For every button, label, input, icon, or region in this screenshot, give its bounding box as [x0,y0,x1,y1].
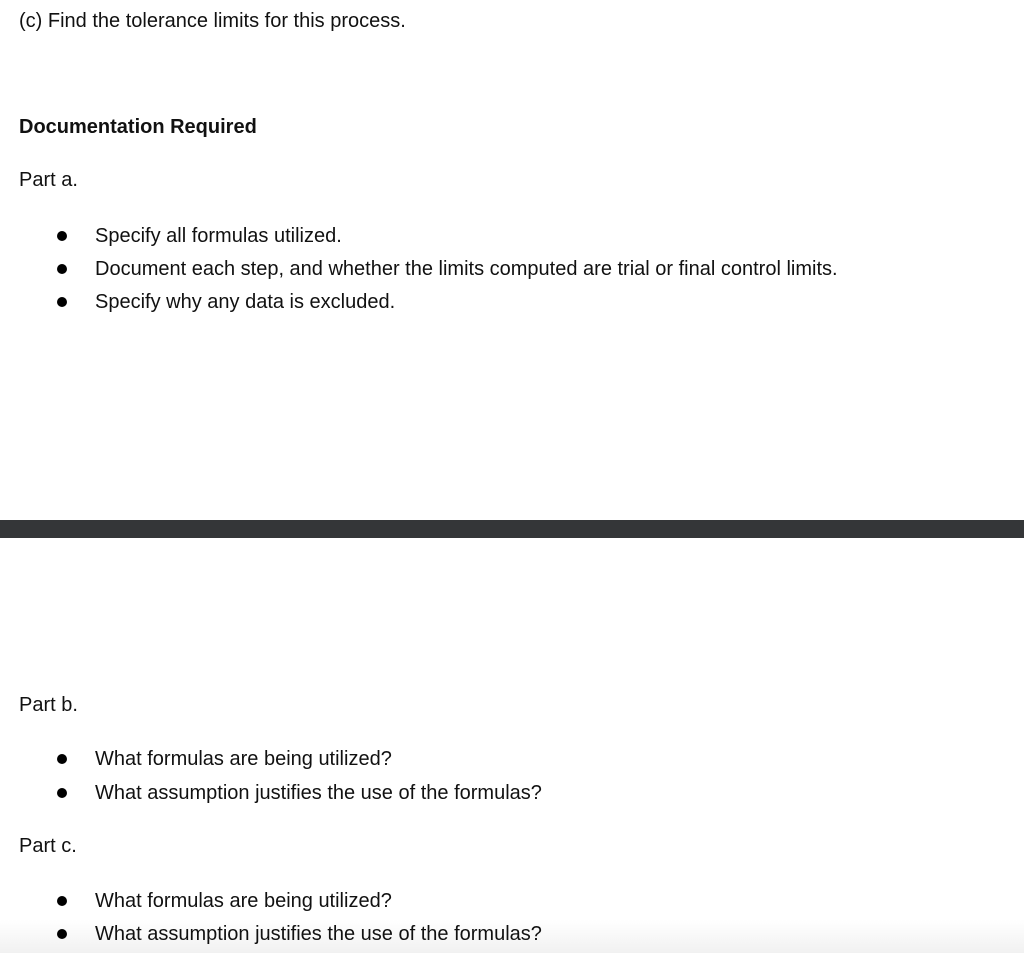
part-a-bullet-item [0,222,1000,250]
question-c-text: (c) Find the tolerance limits for this process. [19,10,406,32]
document-page-2 [0,538,1024,953]
part-c-bullet-item [0,920,1000,948]
documentation-heading: Documentation Required [19,116,257,138]
bullet-icon [57,297,67,307]
part-b-bullet-item [0,745,1000,773]
bullet-icon [57,264,67,274]
bullet-icon [57,788,67,798]
bullet-icon [57,896,67,906]
part-b-bullet-text: What assumption justifies the use of the formulas? [95,782,542,804]
part-a-label: Part a. [19,169,78,191]
bullet-icon [57,929,67,939]
part-a-bullet-text: Specify all formulas utilized. [95,225,342,247]
part-b-label: Part b. [19,694,78,716]
bullet-icon [57,231,67,241]
bullet-icon [57,754,67,764]
part-c-label: Part c. [19,835,77,857]
part-c-bullet-text: What assumption justifies the use of the formulas? [95,923,542,945]
part-b-bullet-item [0,779,1000,807]
part-c-bullet-text: What formulas are being utilized? [95,890,392,912]
part-a-bullet-item [0,255,1000,283]
part-b-bullet-text: What formulas are being utilized? [95,748,392,770]
part-c-bullet-item [0,887,1000,915]
part-a-bullet-text: Specify why any data is excluded. [95,291,396,313]
page-separator [0,520,1024,538]
part-a-bullet-item [0,288,1000,316]
part-a-bullet-text: Document each step, and whether the limits computed are trial or final control limits. [95,258,838,280]
